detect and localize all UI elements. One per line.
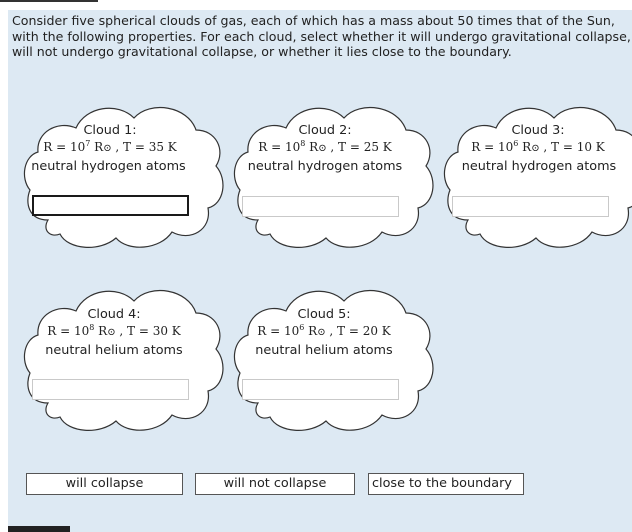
option-close-to-boundary[interactable]	[368, 473, 524, 495]
cloud-title: Cloud 3:	[511, 123, 565, 138]
cloud-formula: $R = 10^8$ R⊙ , T = 25 K	[258, 139, 392, 154]
cloud-description: neutral hydrogen atoms	[247, 159, 403, 174]
option-will-not-collapse[interactable]	[195, 473, 355, 495]
option-will-collapse[interactable]	[26, 473, 183, 495]
sun-symbol-icon: ⊙	[318, 143, 327, 154]
drop-target-cloud-5[interactable]	[242, 379, 399, 400]
cloud-description: neutral helium atoms	[255, 343, 393, 358]
radius-exponent: 8	[89, 323, 95, 332]
drop-target-cloud-4[interactable]	[32, 379, 189, 400]
cloud-title: Cloud 2:	[298, 123, 352, 138]
radius-base: R = 10	[471, 140, 514, 154]
cloud-description: neutral helium atoms	[45, 343, 183, 358]
cloud-title: Cloud 5:	[297, 307, 351, 322]
cloud-description: neutral hydrogen atoms	[461, 159, 617, 174]
option-label: will not collapse	[223, 476, 327, 491]
cloud-card-3	[440, 92, 632, 257]
cloud-formula: $R = 10^7$ R⊙ , T = 35 K	[43, 139, 177, 154]
cloud-card-2	[230, 92, 435, 257]
option-label: close to the boundary	[372, 476, 512, 491]
radius-base: R = 10	[258, 140, 301, 154]
radius-unit: R	[308, 324, 318, 338]
radius-base: R = 10	[47, 324, 90, 338]
sun-symbol-icon: ⊙	[317, 327, 326, 338]
drop-target-cloud-1[interactable]	[32, 195, 189, 216]
bottom-bar	[8, 526, 70, 532]
question-text: Consider five spherical clouds of gas, each of which has a mass about 50 times that of the Sun, with the following properties. For each cloud, select whether it will undergo gravitational collapse, will not undergo gravitational collapse, or whether it lies close to the boundary.	[12, 13, 631, 60]
cloud-card-4	[20, 275, 225, 440]
question-panel	[8, 10, 632, 532]
temperature: T = 10 K	[551, 140, 605, 154]
temperature: T = 20 K	[337, 324, 391, 338]
cloud-title: Cloud 1:	[83, 123, 137, 138]
radius-exponent: 8	[300, 139, 306, 148]
cloud-card-1	[20, 92, 225, 257]
radius-exponent: 6	[513, 139, 519, 148]
temperature: T = 25 K	[338, 140, 392, 154]
cloud-formula: $R = 10^6$ R⊙ , T = 20 K	[257, 323, 391, 338]
radius-unit: R	[94, 140, 104, 154]
radius-base: R = 10	[257, 324, 300, 338]
sun-symbol-icon: ⊙	[103, 143, 112, 154]
cloud-card-5	[230, 275, 435, 440]
cloud-formula: $R = 10^8$ R⊙ , T = 30 K	[47, 323, 181, 338]
cloud-shape	[440, 92, 632, 257]
cloud-title: Cloud 4:	[87, 307, 141, 322]
drop-target-cloud-2[interactable]	[242, 196, 399, 217]
cloud-shape	[230, 92, 435, 257]
radius-exponent: 6	[299, 323, 305, 332]
radius-base: R = 10	[43, 140, 86, 154]
sun-symbol-icon: ⊙	[107, 327, 116, 338]
top-divider	[0, 0, 98, 2]
cloud-formula: $R = 10^6$ R⊙ , T = 10 K	[471, 139, 605, 154]
radius-unit: R	[522, 140, 532, 154]
sun-symbol-icon: ⊙	[531, 143, 540, 154]
radius-exponent: 7	[85, 139, 91, 148]
radius-unit: R	[98, 324, 108, 338]
cloud-shape	[20, 92, 225, 257]
drop-target-cloud-3[interactable]	[452, 196, 609, 217]
radius-unit: R	[309, 140, 319, 154]
cloud-description: neutral hydrogen atoms	[31, 159, 186, 174]
temperature: T = 35 K	[123, 140, 177, 154]
option-label: will collapse	[65, 476, 144, 491]
temperature: T = 30 K	[127, 324, 181, 338]
